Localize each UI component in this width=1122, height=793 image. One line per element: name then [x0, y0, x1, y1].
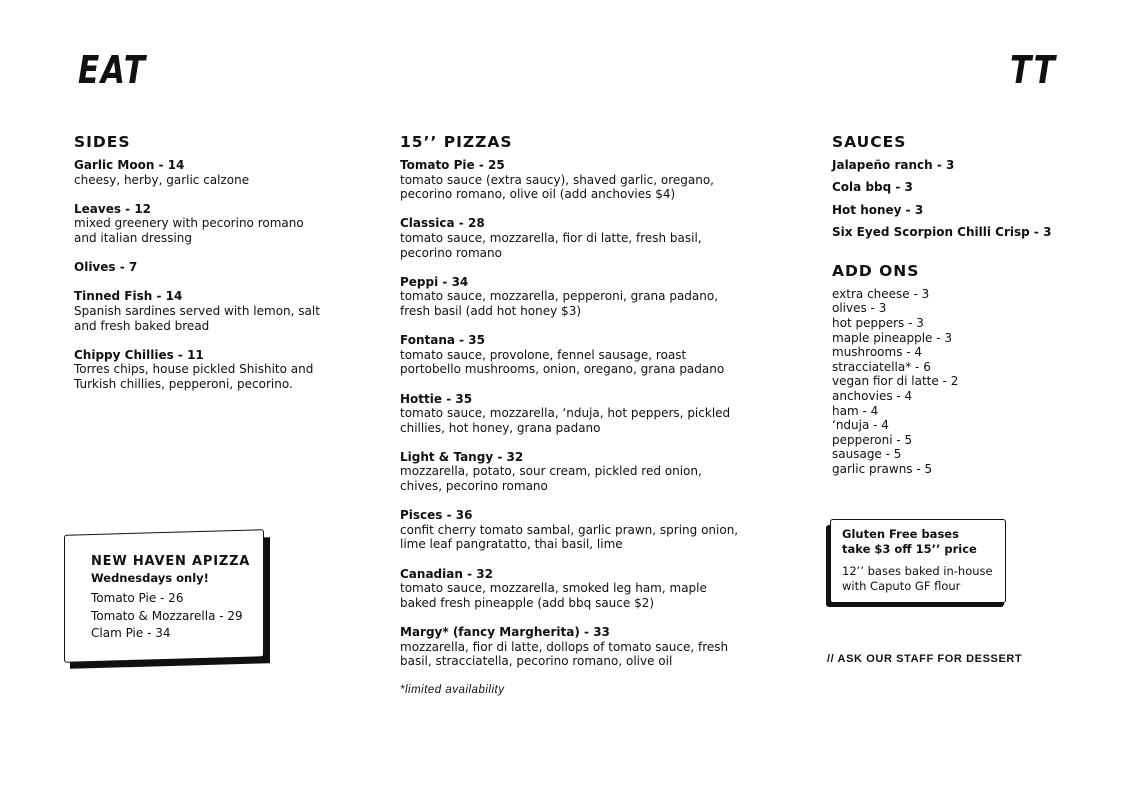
sauce-item: Cola bbq - 3 [832, 180, 913, 195]
item-desc: Spanish sardines served with lemon, salt and fresh baked bread [74, 303, 320, 333]
sides-section [74, 133, 324, 406]
item-name: Olives - 7 [74, 260, 138, 275]
menu-item [400, 625, 745, 669]
item-name: Leaves - 12 [74, 201, 152, 216]
addon-item: garlic prawns - 5 [832, 461, 933, 476]
sauce-item: Six Eyed Scorpion Chilli Crisp - 3 [832, 225, 1052, 240]
gluten-free-title: Gluten Free bases [842, 527, 959, 541]
item-name: Fontana - 35 [400, 333, 486, 348]
item-name: Pisces - 36 [400, 508, 473, 523]
new-haven-title: NEW HAVEN APIZZA [91, 554, 251, 569]
item-desc: Torres chips, house pickled Shishito and Turkish chillies, pepperoni, pecorino. [74, 362, 314, 391]
item-desc: tomato sauce, mozzarella, ‘nduja, hot peppers, pickled chillies, hot honey, grana padano [400, 406, 731, 435]
item-desc: confit cherry tomato sambal, garlic prawn, spring onion, lime leaf pangratatto, thai basil, lime [400, 522, 739, 552]
menu-item [400, 450, 745, 494]
item-name: Tomato Pie - 25 [400, 158, 505, 172]
item-desc: mozzarella, fior di latte, dollops of tomato sauce, fresh basil, stracciatella, pecorino romano, olive oil [400, 639, 729, 669]
addon-item: vegan fior di latte - 2 [832, 374, 959, 389]
menu-item [74, 202, 324, 246]
item-name: Chippy Chillies - 11 [74, 347, 204, 362]
new-haven-item: Tomato Pie - 26 [91, 591, 184, 605]
addon-item: hot peppers - 3 [832, 315, 924, 330]
item-name: Tinned Fish - 14 [74, 289, 183, 304]
addon-item: anchovies - 4 [832, 388, 913, 403]
availability-footnote: *limited availability [400, 684, 505, 697]
menu-item [400, 392, 745, 436]
item-desc: tomato sauce, mozzarella, fior di latte, fresh basil, pecorino romano [400, 230, 702, 260]
item-desc: mozzarella, potato, sour cream, pickled red onion, chives, pecorino romano [400, 464, 702, 494]
new-haven-subtitle: Wednesdays only! [91, 571, 209, 585]
menu-item [400, 333, 745, 377]
new-haven-item: Clam Pie - 34 [91, 626, 171, 640]
menu-item [400, 216, 745, 260]
item-name: Hottie - 35 [400, 391, 473, 406]
item-name: Garlic Moon - 14 [74, 158, 185, 172]
item-name: Light & Tangy - 32 [400, 449, 524, 464]
gluten-free-title: take $3 off 15’’ price [842, 542, 977, 556]
sauce-item: Hot honey - 3 [832, 202, 924, 217]
menu-item [74, 158, 324, 187]
menu-item [74, 289, 324, 333]
addon-item: extra cheese - 3 [832, 286, 930, 301]
item-desc: tomato sauce, provolone, fennel sausage, roast portobello mushrooms, onion, oregano, grana padano [400, 347, 725, 377]
pizzas-section [400, 133, 745, 698]
item-name: Peppi - 34 [400, 274, 469, 289]
pizzas-heading: 15’’ PIZZAS [400, 133, 513, 151]
gluten-free-card [826, 519, 1008, 609]
addon-item: ham - 4 [832, 403, 879, 418]
item-desc: tomato sauce, mozzarella, pepperoni, grana padano, fresh basil (add hot honey $3) [400, 289, 719, 318]
item-name: Canadian - 32 [400, 566, 493, 581]
dessert-note: // ASK OUR STAFF FOR DESSERT [827, 653, 1023, 665]
new-haven-content [91, 554, 281, 643]
sauces-heading: SAUCES [832, 133, 907, 151]
menu-item [400, 275, 745, 319]
sauce-item: Jalapeño ranch - 3 [832, 158, 955, 172]
new-haven-item: Tomato & Mozzarella - 29 [91, 608, 243, 623]
menu-item [74, 260, 324, 275]
sauces-addons-section [832, 133, 1082, 476]
item-desc: tomato sauce, mozzarella, smoked leg ham, maple baked fresh pineapple (add bbq sauce $2) [400, 581, 707, 610]
addon-item: stracciatella* - 6 [832, 359, 931, 374]
addon-item: sausage - 5 [832, 447, 902, 462]
item-name: Margy* (fancy Margherita) - 33 [400, 625, 610, 639]
item-name: Classica - 28 [400, 216, 485, 231]
gluten-free-content [842, 527, 1012, 594]
item-desc: mixed greenery with pecorino romano and italian dressing [74, 216, 304, 245]
menu-item [400, 508, 745, 552]
logo-eat: EAT [78, 48, 147, 92]
addon-item: pepperoni - 5 [832, 432, 913, 447]
item-desc: cheesy, herby, garlic calzone [74, 172, 250, 187]
sides-heading: SIDES [74, 133, 131, 151]
addons-heading: ADD ONS [832, 261, 920, 280]
gluten-free-note: with Caputo GF flour [842, 579, 961, 593]
gluten-free-note: 12’’ bases baked in-house [842, 564, 993, 578]
new-haven-card [64, 532, 276, 668]
menu-item [400, 158, 745, 202]
addon-item: maple pineapple - 3 [832, 330, 953, 345]
item-desc: tomato sauce (extra saucy), shaved garlic, oregano, pecorino romano, olive oil (add anchovies $4) [400, 172, 714, 202]
addon-item: mushrooms - 4 [832, 345, 923, 360]
addon-item: olives - 3 [832, 301, 887, 316]
menu-item [74, 348, 324, 392]
logo-mark: TT [1010, 48, 1057, 92]
addon-item: ‘nduja - 4 [832, 418, 889, 433]
menu-item [400, 567, 745, 611]
